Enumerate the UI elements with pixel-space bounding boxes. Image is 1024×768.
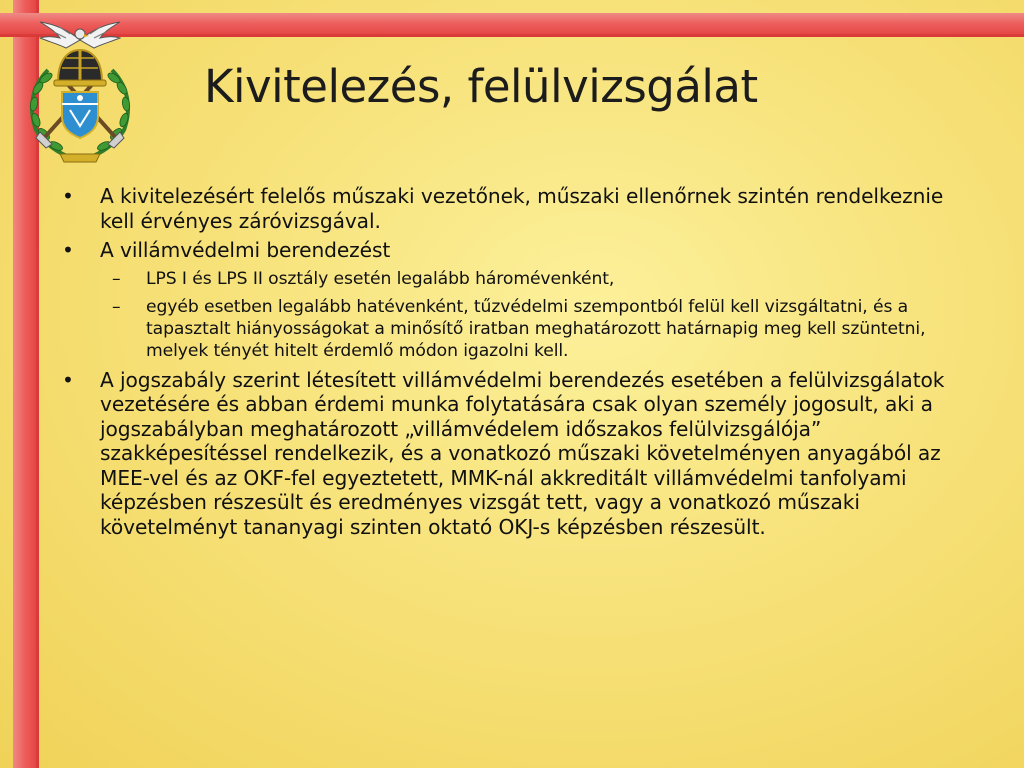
bullet-item xyxy=(62,368,967,540)
slide-title: Kivitelezés, felülvizsgálat xyxy=(204,60,758,113)
ribbon-horizontal xyxy=(0,13,1024,37)
bullet-icon: • xyxy=(62,238,74,262)
dash-bullet-icon: – xyxy=(112,296,121,317)
bullet-item xyxy=(62,238,967,263)
fire-brigade-crest-icon xyxy=(10,8,150,168)
sub-bullet-item xyxy=(62,268,967,290)
bullet-text: A kivitelezésért felelős műszaki vezetőnek, műszaki ellenőrnek szintén rendelkeznie kell érvényes záróvizsgával. xyxy=(100,184,944,233)
bullet-list xyxy=(62,184,967,539)
bullet-icon: • xyxy=(62,367,74,392)
sub-bullet-text: egyéb esetben legalább hatévenként, tűzvédelmi szempontból felül kell vizsgáltatni, és a tapasztalt hiányosságokat a minősítő iratban meghatározott határnapig meg kell szüntetni, melyek tényét hitelt érdemlő módon igazolni kell. xyxy=(146,296,926,361)
bullet-text: A villámvédelmi berendezést xyxy=(100,238,391,262)
sub-bullet-item xyxy=(62,296,967,362)
bullet-item xyxy=(62,184,967,233)
bullet-icon: • xyxy=(62,184,74,208)
sub-bullet-text: LPS I és LPS II osztály esetén legalább háromévenként, xyxy=(146,268,615,289)
slide-content xyxy=(62,184,967,544)
dash-bullet-icon: – xyxy=(112,268,121,289)
bullet-text: A jogszabály szerint létesített villámvédelmi berendezés esetében a felülvizsgálatok vezetésére és abban érdemi munka folytatására csak olyan személy jogosult, aki a jogszabályban meghatározott „villámvédelem időszakos felülvizsgálója” szakképesítéssel rendelkezik, és a vonatkozó műszaki követelményen anyagából az MEE-vel és az OKF-fel egyeztetett, MMK-nál akkreditált villámvédelmi tanfolyami képzésben részesült és eredményes vizsgát tett, vagy a vonatkozó műszaki követelményt tananyagi szinten oktató OKJ-s képzésben részesült. xyxy=(100,367,945,539)
